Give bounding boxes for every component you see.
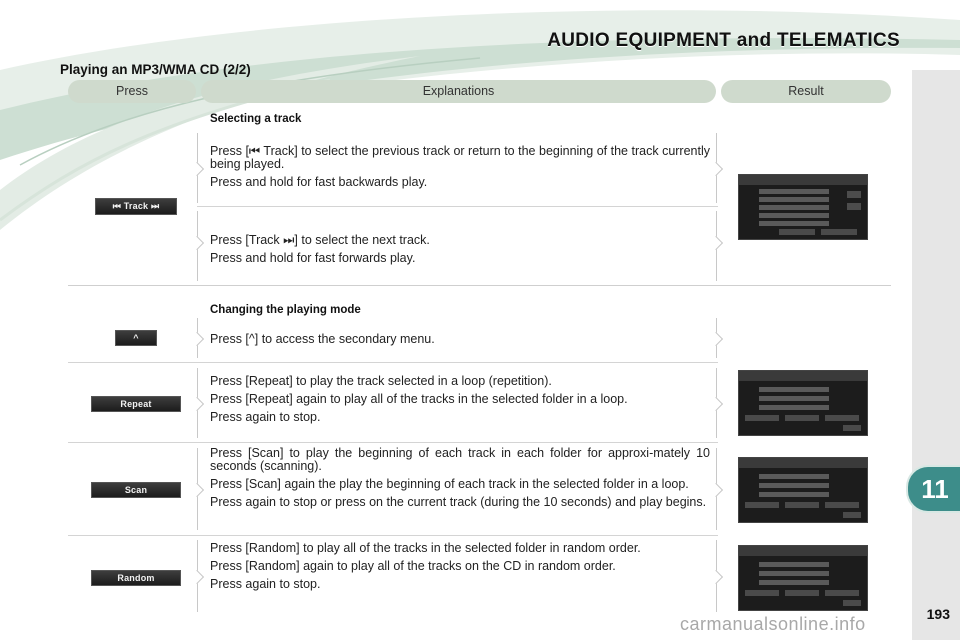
row-separator: [68, 362, 718, 363]
row-arrow-left: [190, 332, 204, 346]
explanation-line: Press [Random] again to play all of the tracks on the CD in random order.: [210, 559, 616, 573]
explanation-previous-track: [210, 145, 710, 194]
explanation-line: Press [Repeat] again to play all of the tracks in the selected folder in a loop.: [210, 392, 628, 406]
page-header-title: AUDIO EQUIPMENT and TELEMATICS: [547, 30, 900, 51]
row-separator: [68, 442, 718, 443]
result-screen-repeat: [738, 370, 868, 436]
row-arrow-left: [190, 397, 204, 411]
explanation-secondary-menu: [210, 333, 710, 351]
section-title-selecting: Selecting a track: [210, 113, 302, 125]
watermark: carmanualsonline.info: [680, 614, 866, 634]
chapter-tab: 11: [906, 465, 960, 513]
row-arrow-left: [190, 483, 204, 497]
explanation-random: [210, 542, 710, 596]
column-header-result: Result: [721, 80, 891, 103]
explanation-line: Press [Track ⏭] to select the next track.: [210, 233, 430, 247]
column-header-press: Press: [68, 80, 196, 103]
explanation-repeat: [210, 375, 710, 429]
explanation-line: Press [⏮ Track] to select the previous track or return to the beginning of the track currently being played.: [210, 144, 710, 171]
explanation-line: Press [Scan] again the play the beginning of each track in the selected folder in a loop.: [210, 477, 689, 491]
scan-button: Scan: [91, 482, 181, 498]
row-arrow-right: [709, 332, 723, 346]
row-arrow-right: [709, 570, 723, 584]
explanation-line: Press again to stop.: [210, 410, 321, 424]
column-header-explanations: Explanations: [201, 80, 716, 103]
explanation-line: Press and hold for fast backwards play.: [210, 175, 428, 189]
result-screen-scan: [738, 457, 868, 523]
explanation-line: Press and hold for fast forwards play.: [210, 251, 416, 265]
row-arrow-right: [709, 397, 723, 411]
row-separator: [197, 206, 718, 207]
row-separator: [68, 535, 718, 536]
explanation-next-track: [210, 234, 710, 270]
section-subtitle: Playing an MP3/WMA CD (2/2): [60, 62, 251, 77]
random-button: Random: [91, 570, 181, 586]
explanation-line: Press [^] to access the secondary menu.: [210, 332, 435, 346]
page-number: 193: [926, 606, 950, 622]
section-separator: [68, 285, 891, 286]
row-arrow-right: [709, 483, 723, 497]
explanation-scan: [210, 447, 710, 514]
track-button: ⏮ Track ⏭: [95, 198, 177, 215]
explanation-line: Press again to stop.: [210, 577, 321, 591]
secondary-menu-button: ^: [115, 330, 157, 346]
explanation-line: Press again to stop or press on the current track (during the 10 seconds) and play begins.: [210, 495, 707, 509]
explanation-line: Press [Repeat] to play the track selected in a loop (repetition).: [210, 374, 552, 388]
right-margin-band: [912, 70, 960, 640]
repeat-button: Repeat: [91, 396, 181, 412]
result-screen-track-list: [738, 174, 868, 240]
row-arrow-left: [190, 570, 204, 584]
section-title-mode: Changing the playing mode: [210, 304, 361, 316]
explanation-line: Press [Random] to play all of the tracks in the selected folder in random order.: [210, 541, 641, 555]
result-screen-random: [738, 545, 868, 611]
explanation-line: Press [Scan] to play the beginning of each track in each folder for approxi-mately 10 seconds (scanning).: [210, 446, 710, 473]
